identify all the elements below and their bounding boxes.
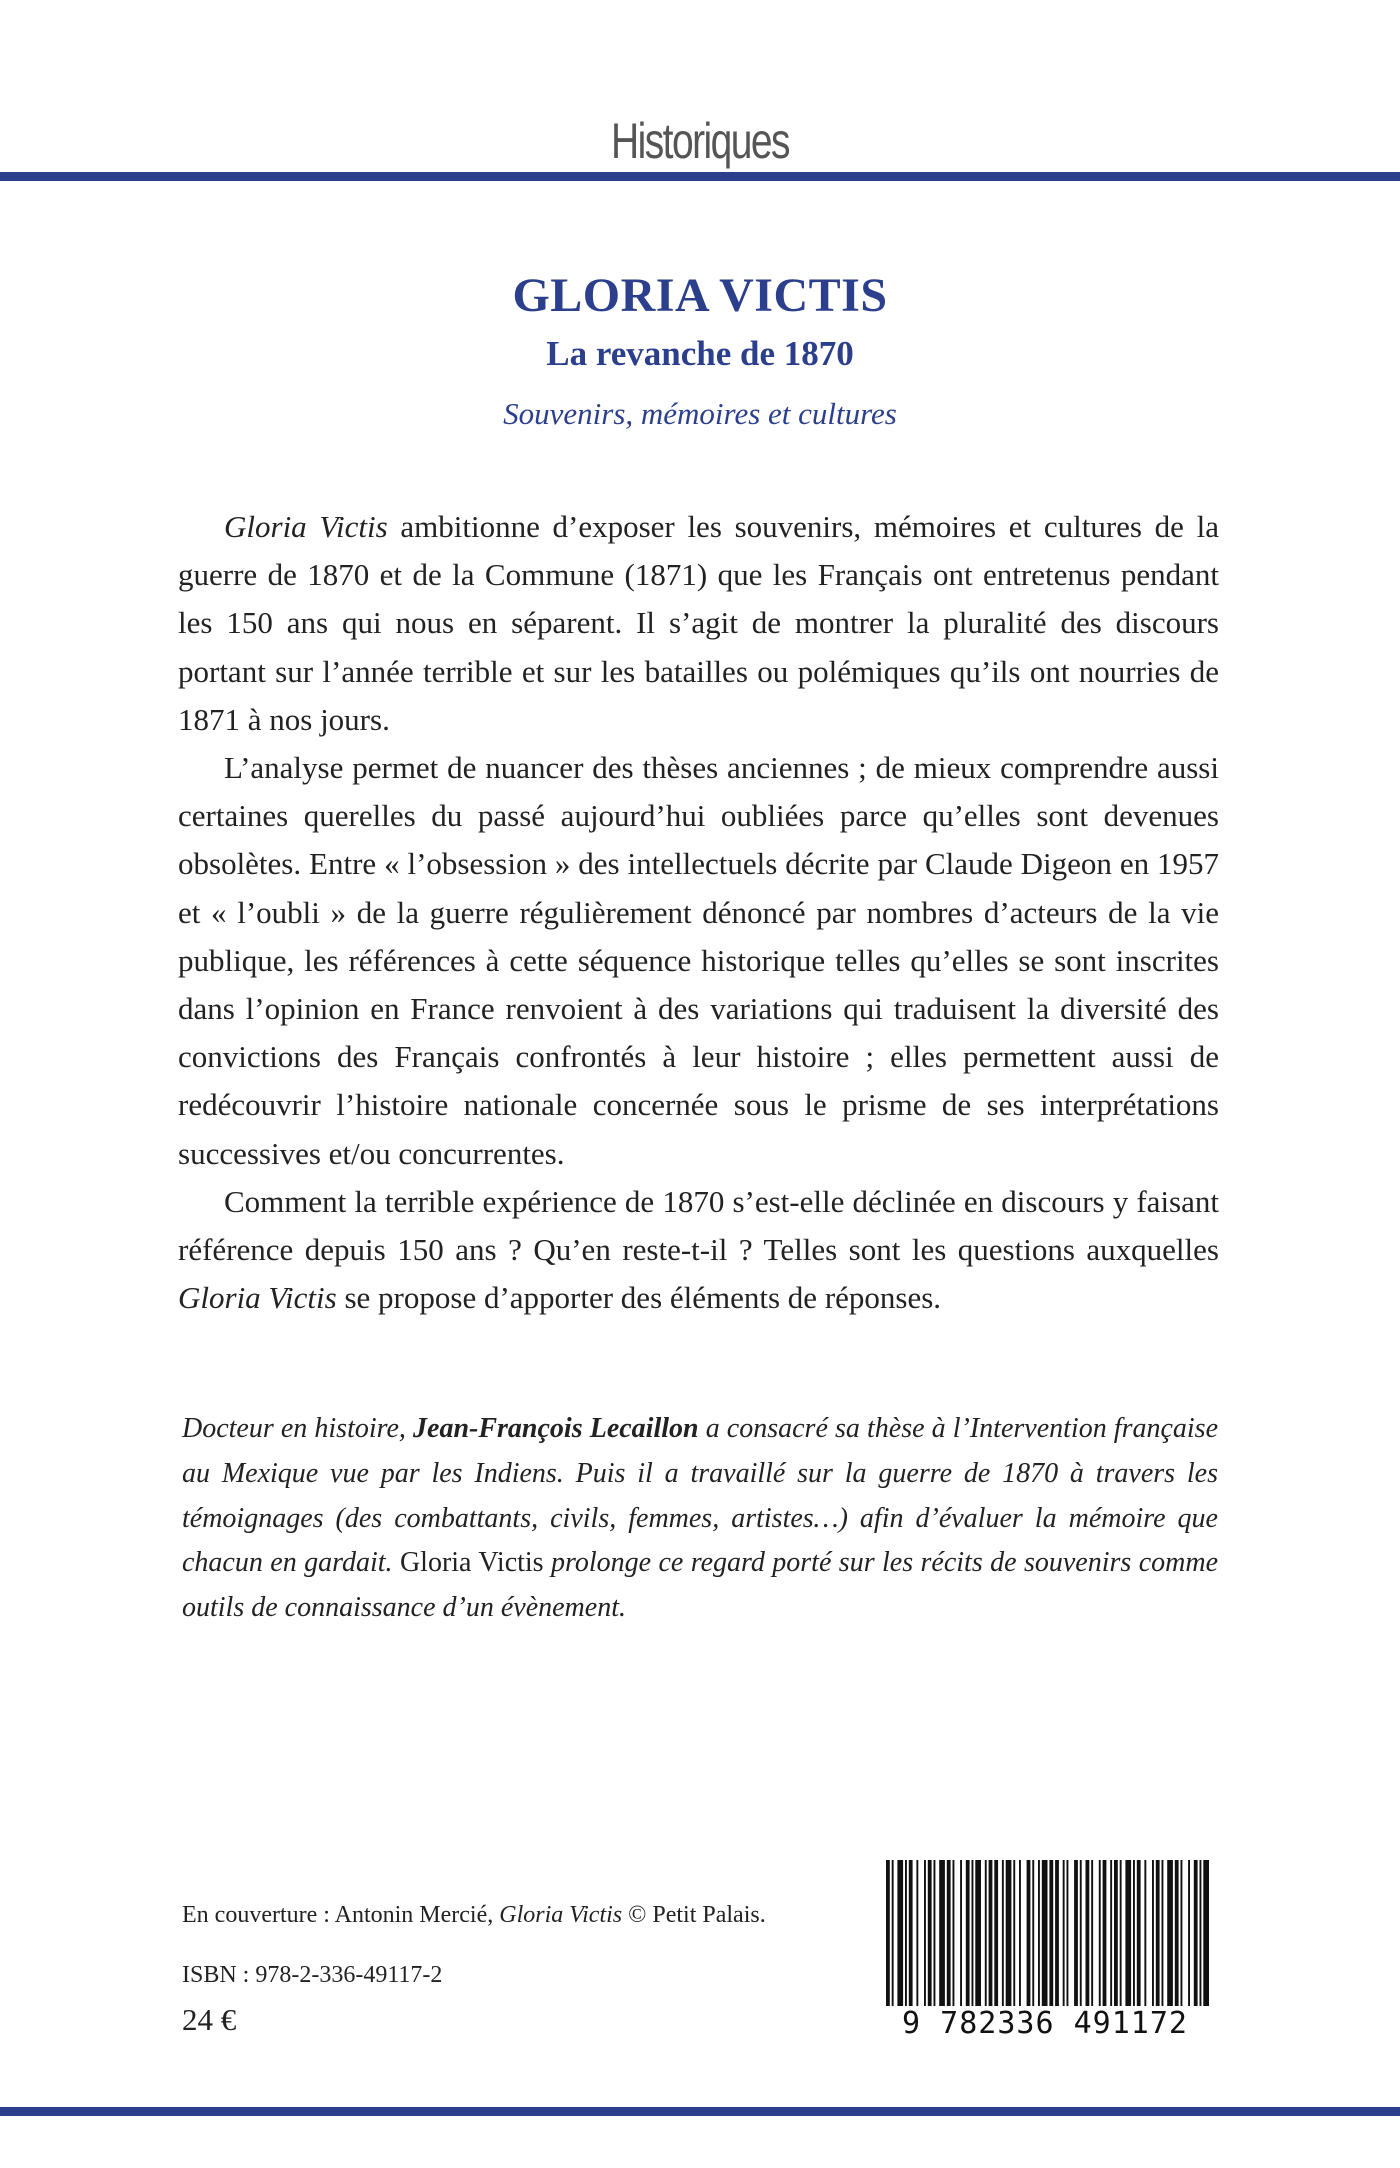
barcode-bar — [972, 1860, 974, 2010]
summary-paragraph-1 — [178, 503, 1219, 744]
barcode-bar — [989, 1860, 993, 2010]
summary-paragraph-3-text-a: Comment la terrible expérience de 1870 s’est-elle déclinée en discours y faisant référence depuis 150 ans ? Qu’en reste-t-il ? Telles sont les questions auxquelles — [178, 1183, 1219, 1268]
barcode-bar — [892, 1860, 894, 2010]
barcode-bar — [1049, 1860, 1053, 2010]
barcode-bar — [934, 1860, 936, 2010]
barcode-bar — [1091, 1860, 1093, 2010]
price: 24 € — [182, 2002, 237, 2037]
barcode-bar — [909, 1860, 913, 2010]
author-bio-paragraph — [182, 1407, 1218, 1631]
barcode-bar — [1006, 1860, 1012, 2010]
summary-paragraph-3-text-b: se propose d’apporter des éléments de réponses. — [336, 1280, 942, 1316]
barcode-bar — [1144, 1860, 1146, 2010]
summary-paragraph-3 — [178, 1178, 1219, 1323]
bio-text-a: Docteur en histoire, — [182, 1413, 414, 1444]
barcode-bar — [994, 1860, 998, 2010]
barcode-bar — [947, 1860, 951, 2010]
barcode-bar — [1074, 1860, 1078, 2010]
barcode-bar — [916, 1860, 918, 2010]
barcode-bar — [953, 1860, 955, 2010]
barcode-bar — [1137, 1860, 1141, 2010]
bio-text-b: a consacré sa thèse à l’Intervention française au Mexique vue par les Indiens. Puis il a travaillé sur la guerre de 1870 à travers les témoignages (des combattants, civils, femmes, artistes…) afin d’évaluer la mémoire que chacun en gardait. — [182, 1413, 1219, 1579]
barcode-bar — [1152, 1860, 1154, 2010]
barcode-bar — [1067, 1860, 1069, 2010]
summary-book-title: Gloria Victis — [224, 509, 388, 544]
barcode-bar — [1103, 1860, 1107, 2010]
isbn: ISBN : 978-2-336-49117-2 — [182, 1962, 443, 1988]
barcode-bar — [1099, 1860, 1101, 2010]
summary-paragraph-1-text: ambitionne d’exposer les souvenirs, mémoires et cultures de la guerre de 1870 et de la Commune (1871) que les Français ont entretenus pendant les 150 ans qui nous en séparent. Il s’agit de montrer la pluralité des discours portant sur l’année terrible et sur les batailles ou polémiques qu’ils ont nourries de 1871 à nos jours. — [178, 509, 1219, 737]
barcode-bar — [1080, 1860, 1082, 2010]
barcode-bar — [905, 1860, 907, 2010]
summary-paragraph-2: L’analyse permet de nuancer des thèses anciennes ; de mieux comprendre aussi certaines querelles du passé aujourd’hui oubliées parce qu’elles sont devenues obsolètes. Entre « l’obsession » des intellectuels décrite par Claude Digeon en 1957 et « l’oubli » de la guerre régulièrement dénoncé par nombres d’acteurs de la vie publique, les références à cette séquence historique telles qu’elles se sont inscrites dans l’opinion en France renvoient à des variations qui traduisent la diversité des convictions des Français confrontés à leur histoire ; elles permettent aussi de redécouvrir l’histoire nationale concernée sous le prisme de ses interprétations successives et/ou concurrentes. — [178, 750, 1219, 1171]
barcode-bar — [1002, 1860, 1004, 2010]
barcode-bar — [1125, 1860, 1131, 2010]
credit-text-b: © Petit Palais. — [622, 1902, 766, 1928]
barcode-bar — [928, 1860, 932, 2010]
summary-paragraph-3-book-title: Gloria Victis — [178, 1280, 337, 1316]
book-title: GLORIA VICTIS — [512, 269, 888, 322]
author-name: Jean-François Lecaillon — [413, 1413, 699, 1444]
credit-text-a: En couverture : Antonin Mercié, — [182, 1902, 500, 1928]
barcode — [880, 1860, 1210, 2042]
barcode-bar — [924, 1860, 926, 2010]
credit-artwork-title: Gloria Victis — [499, 1902, 623, 1928]
summary-text — [178, 503, 1219, 1322]
barcode-bar — [1181, 1860, 1183, 2010]
barcode-bar — [1156, 1860, 1160, 2010]
series-name: Historiques — [611, 113, 789, 169]
barcode-bar — [1042, 1860, 1048, 2010]
cover-credit — [182, 1902, 766, 1929]
barcode-bar — [960, 1860, 962, 2010]
barcode-bar — [1110, 1860, 1112, 2010]
bio-text-c: prolonge ce regard porté sur les récits de souvenirs comme outils de connaissance d’un évènement. — [182, 1547, 1218, 1624]
barcode-bar — [1114, 1860, 1118, 2010]
barcode-bar — [1055, 1860, 1059, 2010]
barcode-bar — [975, 1860, 981, 2010]
barcode-bar — [1063, 1860, 1065, 2010]
barcode-bar — [1175, 1860, 1179, 2010]
barcode-bar — [1162, 1860, 1164, 2010]
book-subtitle: La revanche de 1870 — [546, 334, 854, 373]
bio-book-title: Gloria Victis — [399, 1547, 544, 1579]
barcode-bar — [1200, 1860, 1202, 2010]
barcode-bar — [1086, 1860, 1090, 2010]
book-tagline: Souvenirs, mémoires et cultures — [503, 396, 897, 431]
barcode-bar — [1032, 1860, 1034, 2010]
barcode-bar — [1013, 1860, 1015, 2010]
barcode-bar — [1038, 1860, 1040, 2010]
barcode-bar — [966, 1860, 970, 2010]
barcode-bars — [880, 1860, 1210, 2010]
barcode-bar — [985, 1860, 987, 2010]
barcode-bar — [886, 1860, 890, 2010]
barcode-bar — [939, 1860, 945, 2010]
barcode-bar — [1027, 1860, 1031, 2010]
barcode-bar — [1133, 1860, 1135, 2010]
barcode-bar — [1167, 1860, 1173, 2010]
barcode-bar — [1019, 1860, 1021, 2010]
top-rule — [0, 172, 1400, 181]
barcode-bar — [1120, 1860, 1122, 2010]
barcode-digits: 9 782336 491172 — [880, 2006, 1210, 2041]
bottom-rule — [0, 2107, 1400, 2116]
barcode-bar — [897, 1860, 903, 2010]
author-bio — [182, 1407, 1218, 1631]
barcode-bar — [1203, 1860, 1209, 2010]
barcode-bar — [1188, 1860, 1190, 2010]
barcode-bar — [1194, 1860, 1198, 2010]
